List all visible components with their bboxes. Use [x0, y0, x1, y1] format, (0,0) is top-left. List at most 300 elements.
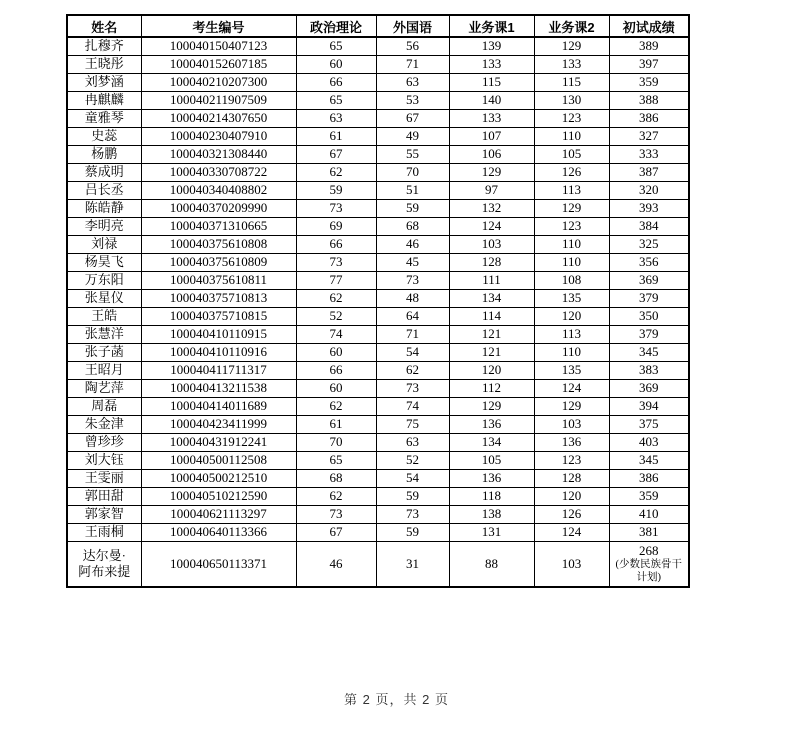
cell-major-course-2: [534, 469, 609, 487]
cell-name: [67, 397, 141, 415]
cell-text-line: 383: [639, 361, 659, 377]
cell-total-score: [609, 523, 689, 541]
cell-political-theory: [296, 505, 376, 523]
cell-name: [67, 523, 141, 541]
cell-text-line: 333: [639, 145, 659, 161]
cell-text-line: 97: [485, 181, 498, 197]
cell-text-line: 115: [561, 73, 582, 89]
cell-text-line: 134: [481, 289, 502, 305]
table-row: [67, 145, 689, 163]
cell-text-line: 100040431912241: [169, 433, 268, 449]
cell-foreign-language: [376, 37, 449, 55]
score-table: [66, 14, 690, 588]
cell-text-line: 386: [639, 469, 659, 485]
column-header-major-course-2: 业务课2: [534, 15, 609, 37]
cell-political-theory: [296, 73, 376, 91]
cell-foreign-language: [376, 379, 449, 397]
cell-text-line: 王皓: [91, 307, 118, 323]
cell-foreign-language: [376, 433, 449, 451]
cell-major-course-2: [534, 109, 609, 127]
column-header-major-course-1: 业务课1: [449, 15, 534, 37]
cell-text-line: 70: [329, 433, 343, 449]
cell-text-line: 73: [406, 505, 419, 521]
cell-text-line: 350: [639, 307, 659, 323]
column-header-total-score: 初试成绩: [609, 15, 689, 37]
cell-name: [67, 379, 141, 397]
cell-text-line: 阿布来提: [78, 563, 131, 579]
cell-candidate-id: [141, 451, 296, 469]
cell-text-line: 59: [406, 487, 419, 503]
cell-major-course-2: [534, 505, 609, 523]
cell-major-course-1: [449, 397, 534, 415]
cell-candidate-id: [141, 199, 296, 217]
cell-name: [67, 217, 141, 235]
cell-text-line: 54: [406, 343, 419, 359]
cell-text-line: 48: [406, 289, 419, 305]
cell-text-line: 陈皓静: [84, 199, 124, 215]
table-row: [67, 415, 689, 433]
table-row: [67, 217, 689, 235]
cell-text-line: 刘梦涵: [84, 73, 124, 89]
cell-major-course-2: [534, 397, 609, 415]
page-number-footer: 第 2 页，共 2 页: [344, 692, 449, 707]
cell-text-line: 389: [639, 38, 659, 54]
table-row: [67, 397, 689, 415]
cell-text-line: 403: [639, 433, 659, 449]
cell-text-line: 113: [561, 181, 582, 197]
cell-major-course-1: [449, 109, 534, 127]
cell-text-line: 100040500112508: [169, 451, 268, 467]
cell-text-line: 49: [406, 127, 419, 143]
cell-major-course-2: [534, 541, 609, 587]
cell-text-line: 388: [639, 91, 659, 107]
cell-text-line: 381: [639, 523, 659, 539]
cell-foreign-language: [376, 415, 449, 433]
cell-total-score: [609, 433, 689, 451]
cell-text-line: 120: [481, 361, 502, 377]
cell-text-line: 63: [329, 109, 343, 125]
cell-major-course-1: [449, 379, 534, 397]
cell-text-line: 140: [481, 91, 502, 107]
cell-text-line: 62: [329, 487, 343, 503]
cell-text-line: 65: [329, 38, 343, 54]
cell-foreign-language: [376, 181, 449, 199]
cell-text-line: 345: [639, 343, 659, 359]
cell-text-line: 113: [561, 325, 582, 341]
cell-text-line: 136: [561, 433, 582, 449]
cell-text-line: 计划): [636, 571, 661, 583]
table-row: [67, 199, 689, 217]
cell-text-line: 60: [329, 343, 343, 359]
cell-text-line: 杨昊飞: [84, 253, 124, 269]
cell-name: [67, 37, 141, 55]
cell-foreign-language: [376, 163, 449, 181]
cell-text-line: 121: [481, 343, 502, 359]
cell-text-line: 62: [329, 163, 343, 179]
cell-text-line: 359: [639, 73, 659, 89]
cell-political-theory: [296, 217, 376, 235]
cell-candidate-id: [141, 91, 296, 109]
cell-text-line: 曾珍珍: [84, 433, 124, 449]
cell-candidate-id: [141, 487, 296, 505]
cell-text-line: 139: [481, 38, 502, 54]
table-row: [67, 181, 689, 199]
cell-political-theory: [296, 433, 376, 451]
cell-name: [67, 433, 141, 451]
cell-text-line: 375: [639, 415, 659, 431]
cell-text-line: 100040211907509: [169, 91, 268, 107]
cell-text-line: 万东阳: [84, 271, 124, 287]
cell-total-score: [609, 163, 689, 181]
cell-text-line: 134: [481, 433, 502, 449]
cell-text-line: 冉麒麟: [84, 91, 124, 107]
cell-major-course-1: [449, 253, 534, 271]
cell-political-theory: [296, 145, 376, 163]
cell-foreign-language: [376, 253, 449, 271]
cell-name: [67, 235, 141, 253]
cell-text-line: 53: [406, 91, 419, 107]
cell-major-course-1: [449, 433, 534, 451]
cell-name: [67, 55, 141, 73]
cell-text-line: 124: [561, 379, 582, 395]
cell-text-line: 88: [485, 555, 498, 571]
cell-text-line: 52: [329, 307, 343, 323]
table-row: [67, 541, 689, 587]
cell-foreign-language: [376, 235, 449, 253]
cell-text-line: 103: [481, 235, 502, 251]
cell-text-line: 100040410110916: [169, 343, 268, 359]
cell-text-line: 64: [406, 307, 419, 323]
cell-major-course-1: [449, 361, 534, 379]
cell-text-line: 刘大钰: [84, 451, 124, 467]
cell-text-line: 杨鹏: [91, 145, 118, 161]
cell-name: [67, 271, 141, 289]
cell-candidate-id: [141, 235, 296, 253]
cell-text-line: 郭田甜: [84, 487, 124, 503]
cell-candidate-id: [141, 73, 296, 91]
cell-text-line: 68: [406, 217, 419, 233]
cell-total-score: [609, 307, 689, 325]
cell-total-score: [609, 73, 689, 91]
cell-foreign-language: [376, 343, 449, 361]
cell-text-line: 100040321308440: [169, 145, 268, 161]
cell-total-score: [609, 415, 689, 433]
cell-political-theory: [296, 469, 376, 487]
cell-text-line: 46: [329, 555, 343, 571]
cell-name: [67, 181, 141, 199]
cell-name: [67, 91, 141, 109]
cell-major-course-1: [449, 307, 534, 325]
cell-text-line: 110: [561, 253, 582, 269]
cell-text-line: 66: [329, 361, 343, 377]
cell-political-theory: [296, 361, 376, 379]
cell-foreign-language: [376, 523, 449, 541]
cell-text-line: 112: [481, 379, 502, 395]
cell-candidate-id: [141, 415, 296, 433]
cell-candidate-id: [141, 523, 296, 541]
cell-political-theory: [296, 289, 376, 307]
cell-political-theory: [296, 163, 376, 181]
table-row: [67, 253, 689, 271]
cell-total-score: [609, 451, 689, 469]
cell-text-line: 62: [329, 397, 343, 413]
cell-candidate-id: [141, 37, 296, 55]
cell-political-theory: [296, 91, 376, 109]
table-row: [67, 307, 689, 325]
cell-text-line: 74: [406, 397, 419, 413]
cell-text-line: 100040150407123: [169, 38, 268, 54]
cell-major-course-1: [449, 217, 534, 235]
cell-major-course-2: [534, 343, 609, 361]
cell-text-line: 105: [481, 451, 502, 467]
cell-name: [67, 199, 141, 217]
cell-foreign-language: [376, 397, 449, 415]
cell-text-line: 120: [561, 487, 582, 503]
cell-text-line: 100040500212510: [169, 469, 268, 485]
cell-candidate-id: [141, 379, 296, 397]
cell-candidate-id: [141, 163, 296, 181]
table-row: [67, 325, 689, 343]
cell-total-score: [609, 109, 689, 127]
cell-major-course-1: [449, 271, 534, 289]
cell-text-line: 129: [481, 163, 502, 179]
table-row: [67, 109, 689, 127]
cell-political-theory: [296, 415, 376, 433]
cell-text-line: 103: [561, 415, 582, 431]
cell-major-course-1: [449, 55, 534, 73]
cell-text-line: 107: [481, 127, 502, 143]
cell-foreign-language: [376, 451, 449, 469]
cell-total-score: [609, 289, 689, 307]
cell-total-score: [609, 37, 689, 55]
cell-political-theory: [296, 487, 376, 505]
table-row: [67, 289, 689, 307]
cell-text-line: 128: [561, 469, 582, 485]
cell-foreign-language: [376, 199, 449, 217]
cell-name: [67, 415, 141, 433]
cell-total-score: [609, 235, 689, 253]
cell-total-score: [609, 541, 689, 587]
cell-candidate-id: [141, 271, 296, 289]
cell-text-line: 67: [329, 523, 343, 539]
cell-text-line: 71: [406, 325, 419, 341]
cell-name: [67, 451, 141, 469]
cell-political-theory: [296, 451, 376, 469]
cell-text-line: 100040340408802: [169, 181, 268, 197]
cell-text-line: 393: [639, 199, 659, 215]
cell-text-line: 123: [561, 217, 582, 233]
cell-major-course-2: [534, 145, 609, 163]
cell-major-course-1: [449, 415, 534, 433]
cell-text-line: 77: [329, 271, 343, 287]
cell-text-line: 136: [481, 469, 502, 485]
cell-candidate-id: [141, 253, 296, 271]
cell-text-line: 327: [639, 127, 659, 143]
cell-text-line: 61: [329, 127, 343, 143]
cell-text-line: 123: [561, 109, 582, 125]
cell-text-line: 62: [406, 361, 419, 377]
cell-political-theory: [296, 523, 376, 541]
cell-text-line: 66: [329, 235, 343, 251]
cell-text-line: 120: [561, 307, 582, 323]
cell-foreign-language: [376, 487, 449, 505]
cell-total-score: [609, 469, 689, 487]
cell-candidate-id: [141, 55, 296, 73]
cell-text-line: 蔡成明: [84, 163, 124, 179]
cell-text-line: 320: [639, 181, 659, 197]
cell-total-score: [609, 217, 689, 235]
cell-major-course-1: [449, 37, 534, 55]
cell-text-line: 100040423411999: [169, 415, 268, 431]
cell-candidate-id: [141, 217, 296, 235]
cell-candidate-id: [141, 397, 296, 415]
cell-text-line: 62: [329, 289, 343, 305]
cell-text-line: 105: [561, 145, 582, 161]
cell-major-course-1: [449, 181, 534, 199]
cell-text-line: 100040411711317: [170, 361, 267, 377]
cell-text-line: 70: [406, 163, 419, 179]
cell-foreign-language: [376, 469, 449, 487]
cell-text-line: 童雅琴: [84, 109, 124, 125]
cell-text-line: 52: [406, 451, 419, 467]
cell-foreign-language: [376, 541, 449, 587]
cell-political-theory: [296, 397, 376, 415]
table-row: [67, 55, 689, 73]
cell-major-course-2: [534, 181, 609, 199]
cell-major-course-2: [534, 361, 609, 379]
cell-text-line: 65: [329, 451, 343, 467]
cell-major-course-1: [449, 145, 534, 163]
cell-name: [67, 469, 141, 487]
cell-major-course-1: [449, 199, 534, 217]
cell-major-course-1: [449, 343, 534, 361]
cell-text-line: 268: [639, 543, 659, 559]
cell-text-line: 75: [406, 415, 419, 431]
cell-text-line: 118: [481, 487, 502, 503]
cell-text-line: 126: [561, 505, 582, 521]
cell-total-score: [609, 55, 689, 73]
cell-text-line: 121: [481, 325, 502, 341]
cell-text-line: 133: [481, 109, 502, 125]
cell-text-line: 73: [406, 379, 419, 395]
cell-text-line: 73: [329, 253, 343, 269]
cell-text-line: 100040152607185: [169, 55, 268, 71]
cell-major-course-2: [534, 163, 609, 181]
cell-text-line: 100040375610808: [169, 235, 268, 251]
table-row: [67, 271, 689, 289]
cell-foreign-language: [376, 91, 449, 109]
cell-foreign-language: [376, 307, 449, 325]
cell-text-line: 63: [406, 73, 419, 89]
cell-text-line: 384: [639, 217, 659, 233]
cell-text-line: 108: [561, 271, 582, 287]
cell-text-line: 103: [561, 555, 582, 571]
cell-text-line: 61: [329, 415, 343, 431]
cell-text-line: 59: [406, 523, 419, 539]
cell-total-score: [609, 145, 689, 163]
cell-name: [67, 109, 141, 127]
cell-text-line: 129: [561, 397, 582, 413]
cell-text-line: 100040371310665: [169, 217, 268, 233]
cell-text-line: 128: [481, 253, 502, 269]
cell-candidate-id: [141, 325, 296, 343]
table-row: [67, 361, 689, 379]
cell-candidate-id: [141, 343, 296, 361]
cell-text-line: 66: [329, 73, 343, 89]
cell-political-theory: [296, 55, 376, 73]
cell-total-score: [609, 505, 689, 523]
cell-text-line: 110: [561, 343, 582, 359]
cell-political-theory: [296, 37, 376, 55]
cell-text-line: 410: [639, 505, 659, 521]
cell-political-theory: [296, 109, 376, 127]
cell-total-score: [609, 397, 689, 415]
cell-political-theory: [296, 181, 376, 199]
cell-candidate-id: [141, 469, 296, 487]
cell-total-score: [609, 253, 689, 271]
cell-political-theory: [296, 325, 376, 343]
cell-candidate-id: [141, 433, 296, 451]
cell-text-line: 45: [406, 253, 419, 269]
table-row: [67, 433, 689, 451]
cell-name: [67, 253, 141, 271]
column-header-foreign-language: 外国语: [376, 15, 449, 37]
cell-total-score: [609, 325, 689, 343]
cell-text-line: 51: [406, 181, 419, 197]
column-header-candidate-id: 考生编号: [141, 15, 296, 37]
cell-text-line: 100040510212590: [169, 487, 268, 503]
cell-text-line: 100040330708722: [169, 163, 268, 179]
cell-text-line: 56: [406, 38, 419, 54]
cell-candidate-id: [141, 541, 296, 587]
cell-major-course-2: [534, 325, 609, 343]
cell-text-line: 55: [406, 145, 419, 161]
cell-text-line: 129: [561, 199, 582, 215]
cell-text-line: 100040621113297: [170, 505, 267, 521]
cell-text-line: 100040414011689: [169, 397, 268, 413]
cell-text-line: 达尔曼·: [82, 547, 126, 563]
cell-text-line: 387: [639, 163, 659, 179]
cell-text-line: 138: [481, 505, 502, 521]
cell-major-course-1: [449, 91, 534, 109]
cell-name: [67, 145, 141, 163]
cell-text-line: 100040375610809: [169, 253, 268, 269]
cell-name: [67, 487, 141, 505]
cell-name: [67, 163, 141, 181]
cell-text-line: 100040230407910: [169, 127, 268, 143]
cell-major-course-2: [534, 451, 609, 469]
cell-total-score: [609, 343, 689, 361]
cell-major-course-2: [534, 253, 609, 271]
cell-text-line: 369: [639, 379, 659, 395]
cell-major-course-1: [449, 451, 534, 469]
cell-major-course-2: [534, 217, 609, 235]
table-row: [67, 343, 689, 361]
cell-text-line: 100040375710815: [169, 307, 268, 323]
cell-total-score: [609, 127, 689, 145]
cell-foreign-language: [376, 109, 449, 127]
cell-text-line: 106: [481, 145, 502, 161]
cell-major-course-2: [534, 271, 609, 289]
cell-text-line: 63: [406, 433, 419, 449]
cell-total-score: [609, 487, 689, 505]
cell-foreign-language: [376, 271, 449, 289]
cell-foreign-language: [376, 505, 449, 523]
cell-text-line: 73: [329, 505, 343, 521]
cell-candidate-id: [141, 289, 296, 307]
cell-text-line: 张子菡: [84, 343, 124, 359]
cell-political-theory: [296, 307, 376, 325]
